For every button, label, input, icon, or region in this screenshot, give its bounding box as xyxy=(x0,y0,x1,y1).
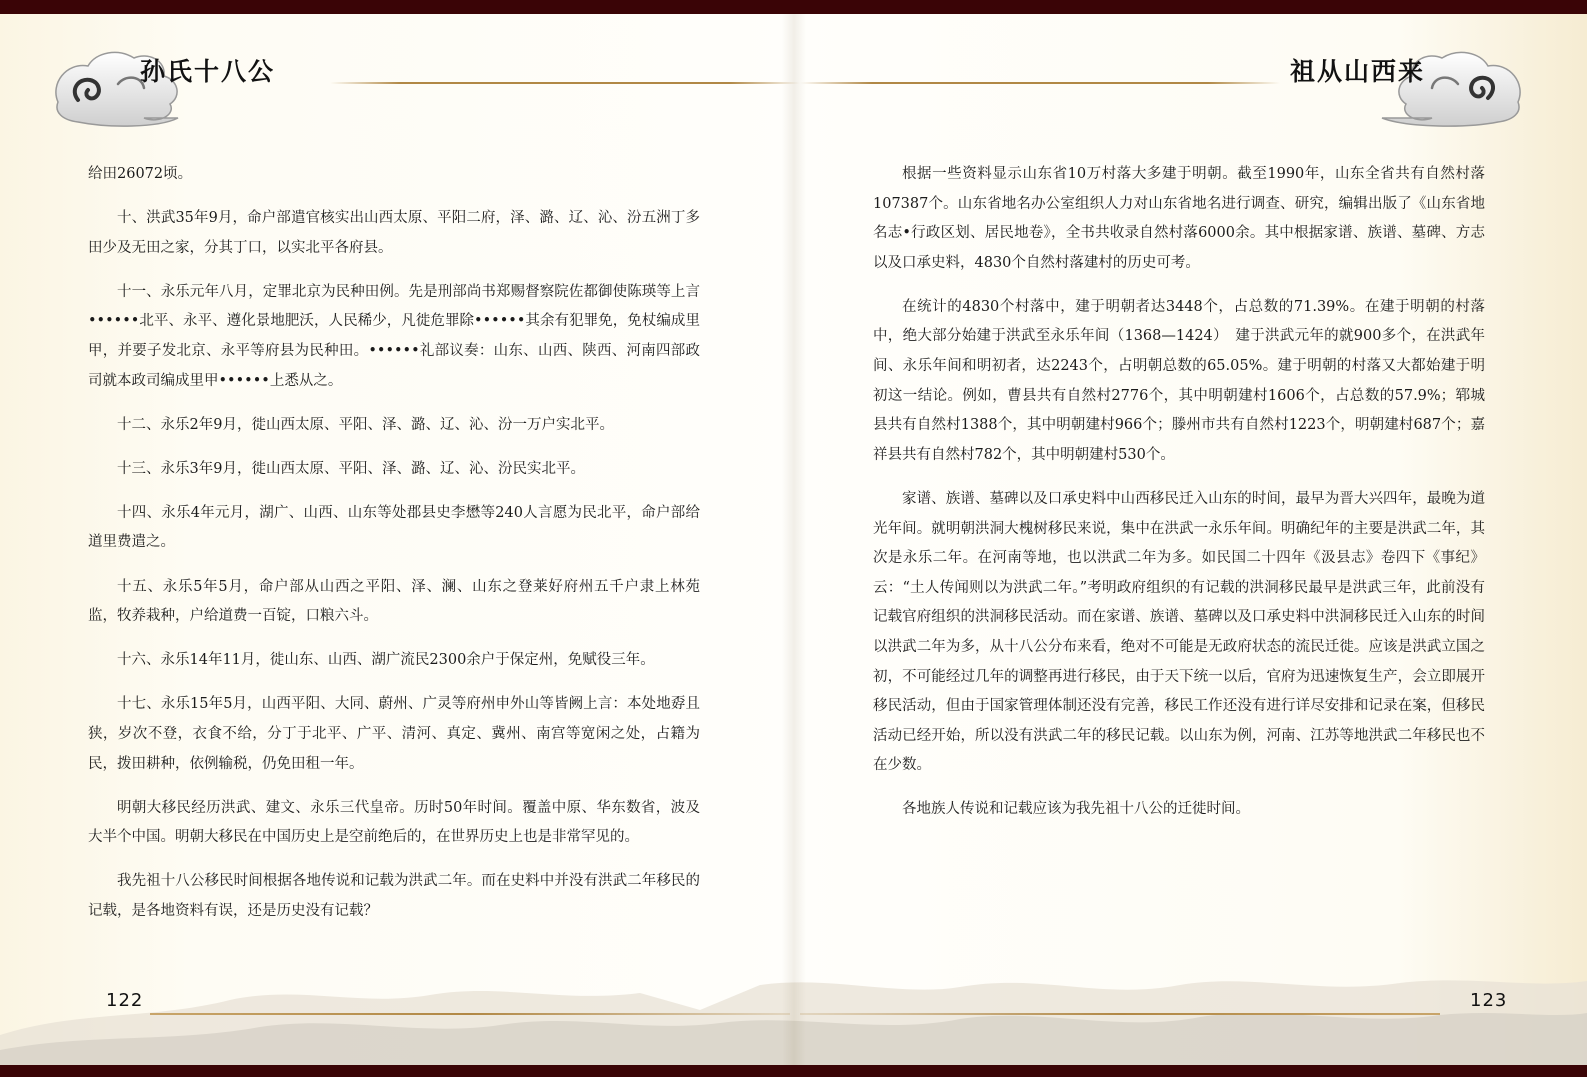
paragraph: 家谱、族谱、墓碑以及口承史料中山西移民迁入山东的时间，最早为晋大兴四年，最晚为道光年间。就明朝洪洞大槐树移民来说，集中在洪武一永乐年间。明确纪年的主要是洪武二年，其次是永乐二年。在河南等地，也以洪武二年为多。如民国二十四年《汲县志》卷四下《事纪》云：“土人传闻则以为洪武二年。”考明政府组织的有记载的洪洞移民最早是洪武三年，此前没有记载官府组织的洪洞移民活动。而在家谱、族谱、墓碑以及口承史料中洪洞移民迁入山东的时间以洪武二年为多，从十八公分布来看，绝对不可能是无政府状态的流民迁徙。应该是洪武立国之初，不可能经过几年的调整再进行移民，由于天下统一以后，官府为迅速恢复生产，会立即展开移民活动，但由于国家管理体制还没有完善，移民工作还没有进行详尽安排和记录在案，但移民活动已经开始，所以没有洪武二年的移民记载。以山东为例，河南、江苏等地洪武二年移民也不在少数。 xyxy=(873,490,1485,774)
footer-rule-left xyxy=(150,1013,790,1015)
paragraph: 十五、永乐5年5月，命户部从山西之平阳、泽、澜、山东之登莱好府州五千户隶上林苑监，牧养栽种，户给道费一百锭，口粮六斗。 xyxy=(88,578,700,625)
paragraph: 十、洪武35年9月，命户部遣官核实出山西太原、平阳二府，泽、潞、辽、沁、汾五洲丁多田少及无田之家，分其丁口，以实北平各府县。 xyxy=(88,210,700,256)
running-header-left: 孙氏十八公 xyxy=(140,57,276,86)
paragraph: 十六、永乐14年11月，徙山东、山西、湖广流民2300余户于保定州，免赋役三年。 xyxy=(117,652,655,669)
header-rule-right xyxy=(800,82,1280,84)
bottom-frame-bar xyxy=(0,1065,1587,1077)
paragraph: 明朝大移民经历洪武、建文、永乐三代皇帝。历时50年时间。覆盖中原、华东数省，波及大半个中国。明朝大移民在中国历史上是空前绝后的，在世界历史上也是非常罕见的。 xyxy=(88,799,700,846)
paragraph: 给田26072顷。 xyxy=(88,166,193,182)
paragraph: 在统计的4830个村落中，建于明朝者达3448个，占总数的71.39%。在建于明朝的村落中，绝大部分始建于洪武至永乐年间（1368—1424） 建于洪武元年的就900多个，在洪武年间、永乐年间和明初者，达2243个，占明朝总数的65.05%。建于明朝的村落又大都始建于明初这一结论。例如，曹县共有自然村2776个，其中明朝建村1606个，占总数的57.9%；郓城县共有自然村1388个，其中明朝建村966个；滕州市共有自然村1223个，明朝建村687个；嘉祥县共有自然村782个，其中明朝建村530个。 xyxy=(873,298,1485,463)
running-header-right: 祖从山西来 xyxy=(1290,57,1426,86)
page-number-left: 122 xyxy=(106,990,144,1011)
header-rule-left xyxy=(330,82,800,84)
paragraph: 十三、永乐3年9月，徙山西太原、平阳、泽、潞、辽、沁、汾民实北平。 xyxy=(117,460,585,477)
paragraph: 十一、永乐元年八月，定罪北京为民种田例。先是刑部尚书郑赐督察院佐都御使陈瑛等上言••••••北平、永平、遵化景地肥沃，人民稀少，凡徙危罪除••••••其余有犯罪免，免杖编成里甲，并要子发北京、永平等府县为民种田。••••••礼部议奏：山东、山西、陕西、河南四部政司就本政司编成里甲••••••上悉从之。 xyxy=(88,283,700,389)
paragraph: 我先祖十八公移民时间根据各地传说和记载为洪武二年。而在史料中并没有洪武二年移民的记载，是各地资料有误，还是历史没有记载？ xyxy=(88,873,700,919)
page-number-right: 123 xyxy=(1470,990,1508,1011)
paragraph: 十七、永乐15年5月，山西平阳、大同、蔚州、广灵等府州申外山等皆阙上言：本处地孬且狭，岁次不登，衣食不给，分丁于北平、广平、清河、真定、冀州、南宫等宽闲之处，占籍为民，拨田耕种，依例输税，仍免田租一年。 xyxy=(88,696,700,772)
center-gutter xyxy=(782,14,806,1065)
paragraph: 根据一些资料显示山东省10万村落大多建于明朝。截至1990年，山东全省共有自然村落107387个。山东省地名办公室组织人力对山东省地名进行调查、研究，编辑出版了《山东省地名志•行政区划、居民地卷》，全书共收录自然村落6000余。其中根据家谱、族谱、墓碑、方志以及口承史料，4830个自然村落建村的历史可考。 xyxy=(873,166,1485,271)
book-spread xyxy=(0,14,1587,1065)
left-page-body xyxy=(88,160,700,941)
top-frame-bar xyxy=(0,0,1587,14)
paragraph: 十四、永乐4年元月，湖广、山西、山东等处郡县史李懋等240人言愿为民北平，命户部给道里费遣之。 xyxy=(88,504,700,551)
paragraph: 十二、永乐2年9月，徙山西太原、平阳、泽、潞、辽、沁、汾一万户实北平。 xyxy=(117,416,614,433)
right-page-body xyxy=(873,160,1485,839)
footer-rule-right xyxy=(800,1013,1440,1015)
paragraph: 各地族人传说和记载应该为我先祖十八公的迁徙时间。 xyxy=(902,801,1250,818)
